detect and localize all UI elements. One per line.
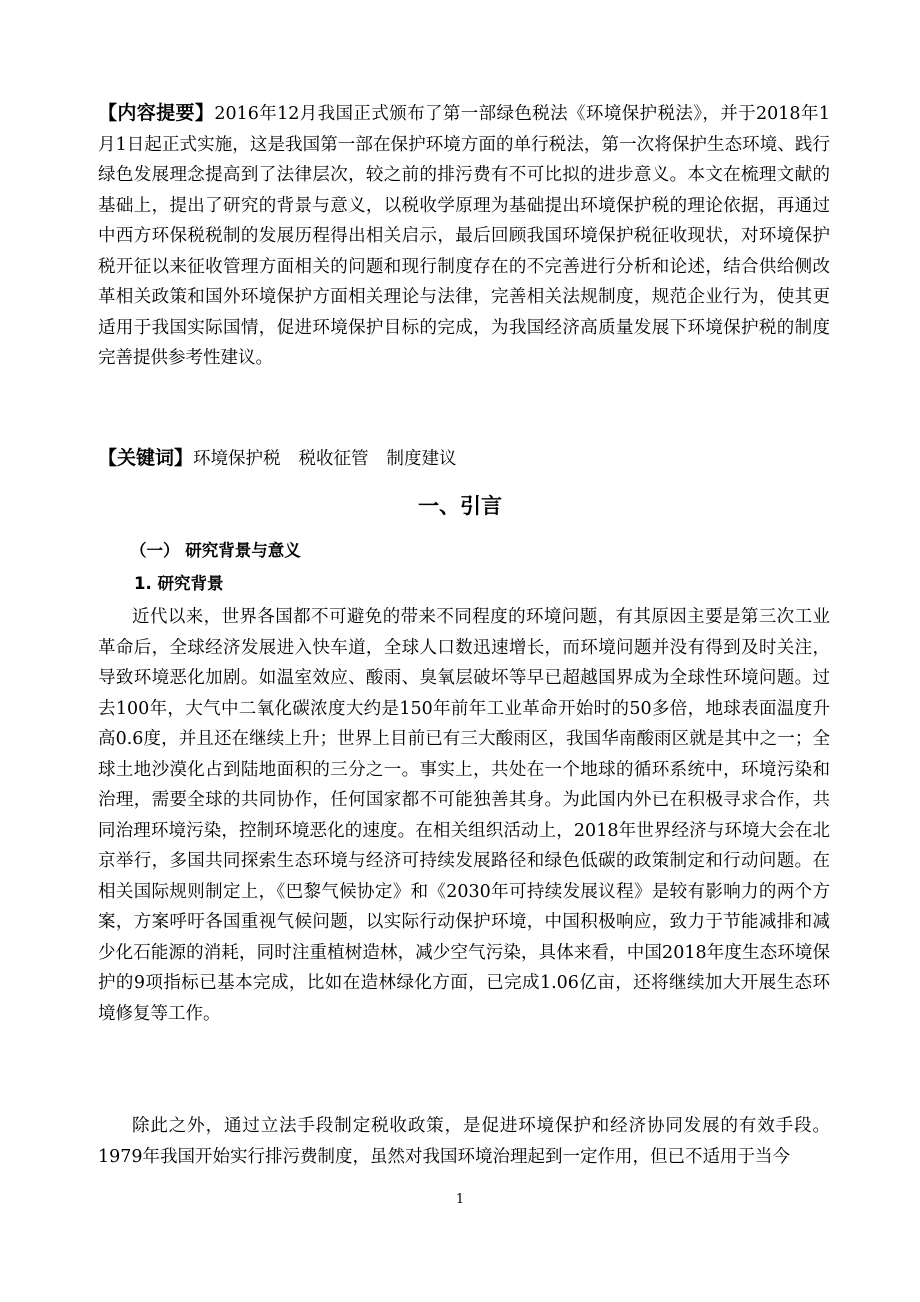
keywords-line: [98, 443, 475, 474]
body-paragraph: 除此之外，通过立法手段制定税收政策，是促进环境保护和经济协同发展的有效手段。1979年我国开始实行排污费制度，虽然对我国环境治理起到一定作用，但已不适用于当今: [98, 1116, 830, 1167]
subsection-title: （一） 研究背景与意义: [130, 541, 301, 560]
keyword-item: 税收征管: [298, 449, 369, 469]
keyword-item: 制度建议: [386, 449, 457, 469]
keywords-label: 【关键词】: [98, 447, 194, 469]
section-title: 一、引言: [418, 494, 502, 518]
abstract-paragraph: [98, 98, 830, 374]
abstract-text: 2016年12月我国正式颁布了第一部绿色税法《环境保护税法》，并于2018年1月1日起正式实施，这是我国第一部在保护环境方面的单行税法，第一次将保护生态环境、践行绿色发展理念提高到了法律层次，较之前的排污费有不可比拟的进步意义。本文在梳理文献的基础上，提出了研究的背景与意义，以税收学原理为基础提出环境保护税的理论依据，再通过中西方环保税税制的发展历程得出相关启示，最后回顾我国环境保护税征收现状，对环境保护税开征以来征收管理方面相关的问题和现行制度存在的不完善进行分析和论述，结合供给侧改革相关政策和国外环境保护方面相关理论与法律，完善相关法规制度，规范企业行为，使其更适用于我国实际国情，促进环境保护目标的完成，为我国经济高质量发展下环境保护税的制度完善提供参考性建议。: [98, 104, 830, 368]
abstract-label: 【内容提要】: [98, 102, 215, 124]
subsubsection-title: 1. 研究背景: [134, 574, 224, 593]
keyword-item: 环境保护税: [193, 449, 281, 469]
page-number: 1: [455, 1192, 465, 1207]
body-paragraph: 近代以来，世界各国都不可避免的带来不同程度的环境问题，有其原因主要是第三次工业革命后，全球经济发展进入快车道，全球人口数迅速增长，而环境问题并没有得到及时关注，导致环境恶化加剧。如温室效应、酸雨、臭氧层破坏等早已超越国界成为全球性环境问题。过去100年，大气中二氧化碳浓度大约是150年前年工业革命开始时的50多倍，地球表面温度升高0.6度，并且还在继续上升；世界上目前已有三大酸雨区，我国华南酸雨区就是其中之一；全球土地沙漠化占到陆地面积的三分之一。事实上，共处在一个地球的循环系统中，环境污染和治理，需要全球的共同协作，任何国家都不可能独善其身。为此国内外已在积极寻求合作，共同治理环境污染，控制环境恶化的速度。在相关组织活动上，2018年世界经济与环境大会在北京举行，多国共同探索生态环境与经济可持续发展路径和绿色低碳的政策制定和行动问题。在相关国际规则制定上，《巴黎气候协定》和《2030年可持续发展议程》是较有影响力的两个方案，方案呼吁各国重视气候问题，以实际行动保护环境，中国积极响应，致力于节能减排和减少化石能源的消耗，同时注重植树造林，减少空气污染，具体来看，中国2018年度生态环境保护的9项指标已基本完成，比如在造林绿化方面，已完成1.06亿亩，还将继续加大开展生态环境修复等工作。: [98, 607, 830, 1024]
